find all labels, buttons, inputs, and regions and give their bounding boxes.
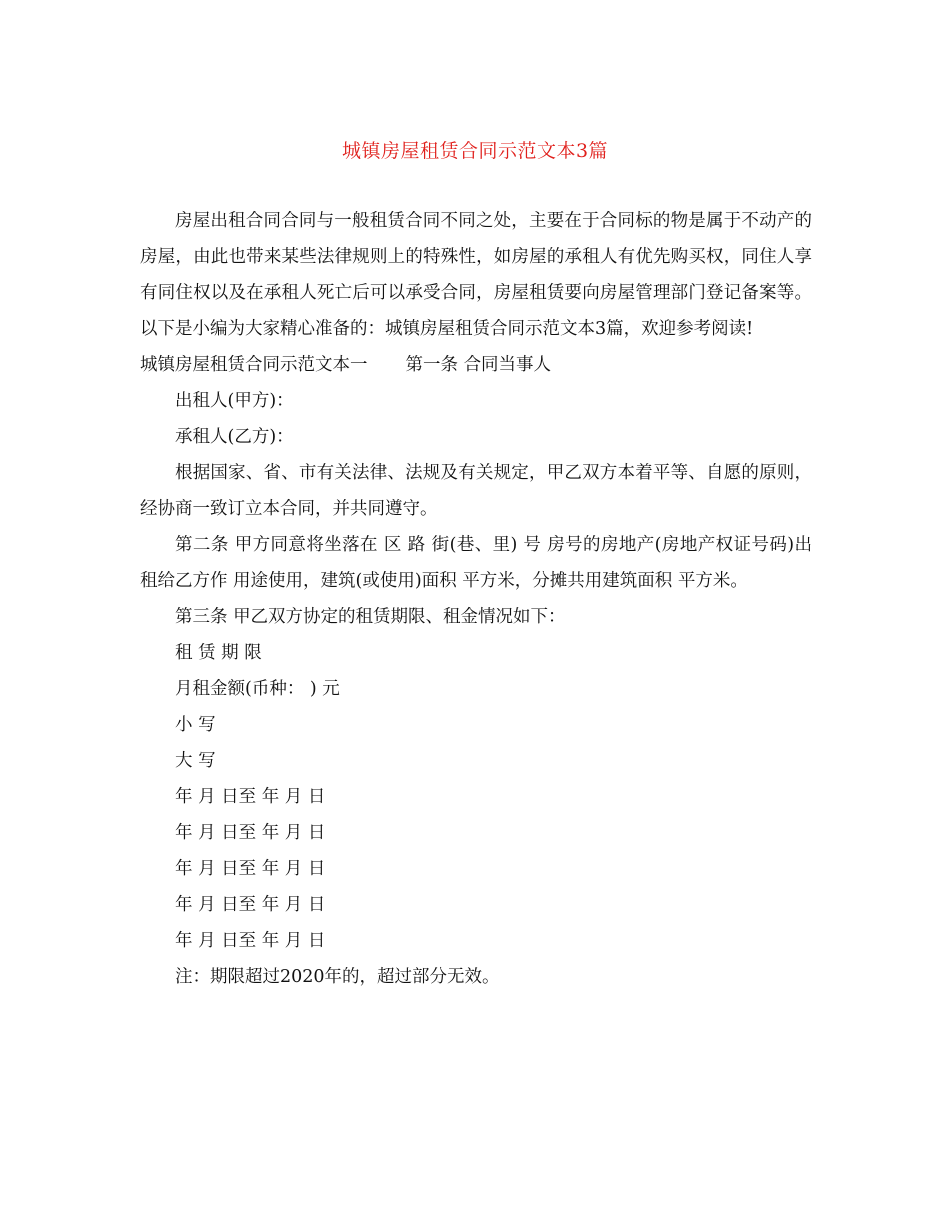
lowercase-line: 小 写 bbox=[175, 715, 216, 735]
document-title: 城镇房屋租赁合同示范文本3篇 bbox=[341, 140, 609, 162]
date-row: 年 月 日至 年 月 日 bbox=[175, 859, 326, 879]
note-line: 注：期限超过2020年的，超过部分无效。 bbox=[175, 967, 500, 987]
section-title: 城镇房屋租赁合同示范文本一 bbox=[140, 355, 368, 375]
date-row: 年 月 日至 年 月 日 bbox=[175, 931, 326, 951]
article3-paragraph: 第三条 甲乙双方协定的租赁期限、租金情况如下： bbox=[175, 607, 566, 627]
lease-term-line: 租 赁 期 限 bbox=[175, 643, 262, 663]
uppercase-line: 大 写 bbox=[175, 751, 216, 771]
article1-title: 第一条 合同当事人 bbox=[405, 355, 552, 375]
date-row: 年 月 日至 年 月 日 bbox=[175, 895, 326, 915]
intro-paragraph: 房屋出租合同合同与一般租赁合同不同之处，主要在于合同标的物是属于不动产的房屋，由此也带来某些法律规则上的特殊性，如房屋的承租人有优先购买权，同住人享有同住权以及在承租人死亡后可以承受合同，房屋租赁要向房屋管理部门登记备案等。以下是小编为大家精心准备的：城镇房屋租赁合同示范文本3篇，欢迎参考阅读! bbox=[140, 211, 812, 339]
date-row: 年 月 日至 年 月 日 bbox=[175, 787, 326, 807]
document-body bbox=[140, 203, 812, 995]
date-row: 年 月 日至 年 月 日 bbox=[175, 823, 326, 843]
monthly-rent-line: 月租金额(币种： ) 元 bbox=[175, 679, 340, 699]
article2-paragraph: 第二条 甲方同意将坐落在 区 路 街(巷、里) 号 房号的房地产(房地产权证号码)出租给乙方作 用途使用，建筑(或使用)面积 平方米，分摊共用建筑面积 平方米。 bbox=[140, 535, 812, 591]
basis-paragraph: 根据国家、省、市有关法律、法规及有关规定，甲乙双方本着平等、自愿的原则，经协商一致订立本合同，并共同遵守。 bbox=[140, 463, 812, 519]
lessor-line: 出租人(甲方)： bbox=[175, 391, 294, 411]
section-heading-line bbox=[140, 347, 812, 383]
lessee-line: 承租人(乙方)： bbox=[175, 427, 294, 447]
